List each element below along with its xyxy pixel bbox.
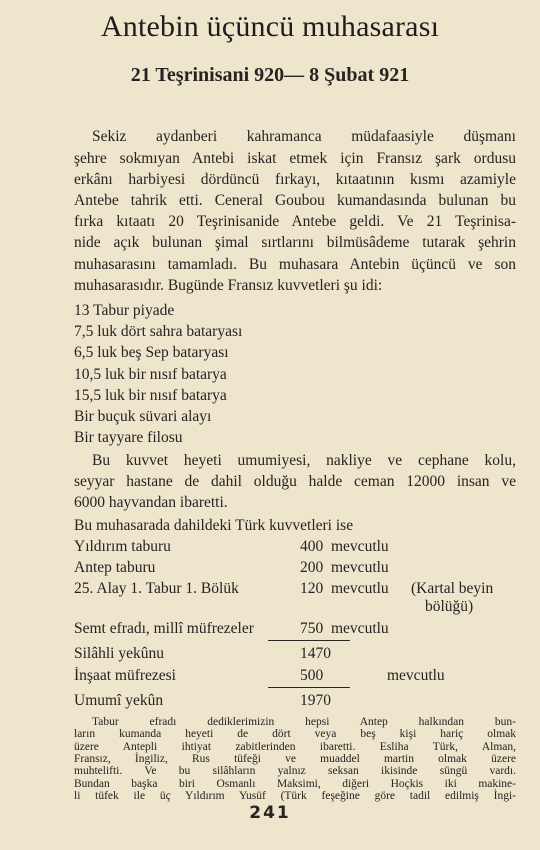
- paragraph3-line: li tüfek ile üç Yıldırım Yusüf (Türk feşeğine göre tadil edilmiş İngi-: [74, 789, 516, 802]
- forces-list-item: 10,5 luk bir nısıf batarya: [74, 366, 227, 383]
- total-rule: [268, 687, 350, 688]
- forces-table-unit: Antep taburu: [74, 559, 156, 576]
- page-title: Antebin üçüncü muhasarası: [100, 10, 440, 43]
- paragraph3-line: ların kumanda heyeti de dört veya beş kişi hariç olmak: [74, 728, 516, 741]
- forces-table-count: 120: [300, 580, 324, 597]
- page-number: 241: [249, 803, 291, 823]
- subtotal-label: İnşaat müfrezesi: [74, 667, 176, 684]
- subtotal-label: Silâhli yekûnu: [74, 645, 164, 662]
- forces-table-status: mevcutlu: [331, 559, 389, 576]
- paragraph2-line: 6000 hayvandan ibaretti.: [74, 494, 228, 511]
- paragraph3-line: muhtelifti. Ve bu silâhların yalnız seksan ikisinde süngü vardı.: [74, 765, 516, 778]
- forces-list-item: 7,5 luk dört sahra bataryası: [74, 323, 243, 340]
- paragraph3-line: üzere Antepli ihtiyat zabitlerinden ibaretti. Esliha Türk, Alman,: [74, 740, 516, 753]
- forces-table-unit: 25. Alay 1. Tabur 1. Bölük: [74, 580, 239, 597]
- paragraph2-line: seyyar hastane de dahil olduğu halde ceman 12000 insan ve: [74, 473, 516, 490]
- paragraph1-line: erkânı harbiyesi dördüncü fırkayı, kıtaatının kısmı azamiyle: [74, 171, 516, 188]
- paragraph3-line: Bundan başka biri Osmanlı Maksimi, diğeri Hoçkis iki makine-: [74, 777, 516, 790]
- forces-table-note: bölüğü): [425, 598, 474, 615]
- paragraph1-line: muhasarasını tamamladı. Bu muhasara Antebin üçüncü ve son: [74, 256, 516, 273]
- forces-table-count: 750: [300, 620, 324, 637]
- total-label: Umumî yekûn: [74, 692, 164, 709]
- paragraph1-line: muhasarasıdır. Bugünde Fransız kuvvetleri şu idi:: [74, 277, 383, 294]
- paragraph1-line: nide açık bulunan şimal sırtlarını bilmüsâdeme tutarak şehrin: [74, 234, 516, 251]
- forces-list-item: 15,5 luk bir nısıf batarya: [74, 387, 227, 404]
- forces-list-item: 13 Tabur piyade: [74, 302, 175, 319]
- paragraph3-line: Tabur efradı dediklerimizin hepsi Antep halkından bun-: [92, 716, 516, 728]
- paragraph1-line: Sekiz aydanberi kahramanca müdafaasiyle düşmanı: [92, 128, 516, 145]
- subtotal-count: 1470: [300, 645, 331, 662]
- forces-list-item: 6,5 luk beş Sep bataryası: [74, 344, 229, 361]
- forces-table-unit: Semt efradı, millî müfrezeler: [74, 620, 254, 637]
- forces-table-count: 200: [300, 559, 324, 576]
- forces-list-item: Bir buçuk süvari alayı: [74, 408, 212, 425]
- turkish-forces-intro: Bu muhasarada dahildeki Türk kuvvetleri ise: [74, 517, 354, 534]
- paragraph1-line: fırka kıtaatı 20 Teşrinisanide Antebe geldi. Ve 21 Teşrinisa-: [74, 213, 516, 230]
- paragraph1-line: şehre sokmıyan Antebi iskat etmek için Fransız şark ordusu: [74, 150, 516, 167]
- forces-table-count: 400: [300, 538, 324, 555]
- forces-table-status: mevcutlu: [331, 580, 389, 597]
- page-subtitle: 21 Teşrinisani 920— 8 Şubat 921: [130, 64, 410, 86]
- paragraph3-line: Fransız, İngiliz, Rus tüfeği ve muaddel martin olmak üzere: [74, 752, 516, 765]
- paragraph2-line: Bu kuvvet heyeti umumiyesi, nakliye ve cephane kolu,: [92, 452, 516, 469]
- subtotal-count: 500: [300, 667, 324, 684]
- forces-list-item: Bir tayyare filosu: [74, 429, 183, 446]
- paragraph1-line: Antebe tahrik etti. Ceneral Goubou kumandasında bulunan bu: [74, 192, 516, 209]
- total-count: 1970: [300, 692, 331, 709]
- forces-table-unit: Yıldırım taburu: [74, 538, 171, 555]
- sum-rule: [268, 640, 350, 641]
- forces-table-status: mevcutlu: [331, 620, 389, 637]
- forces-table-note: (Kartal beyin: [411, 580, 494, 597]
- forces-table-status: mevcutlu: [331, 538, 389, 555]
- subtotal-status: mevcutlu: [387, 667, 445, 684]
